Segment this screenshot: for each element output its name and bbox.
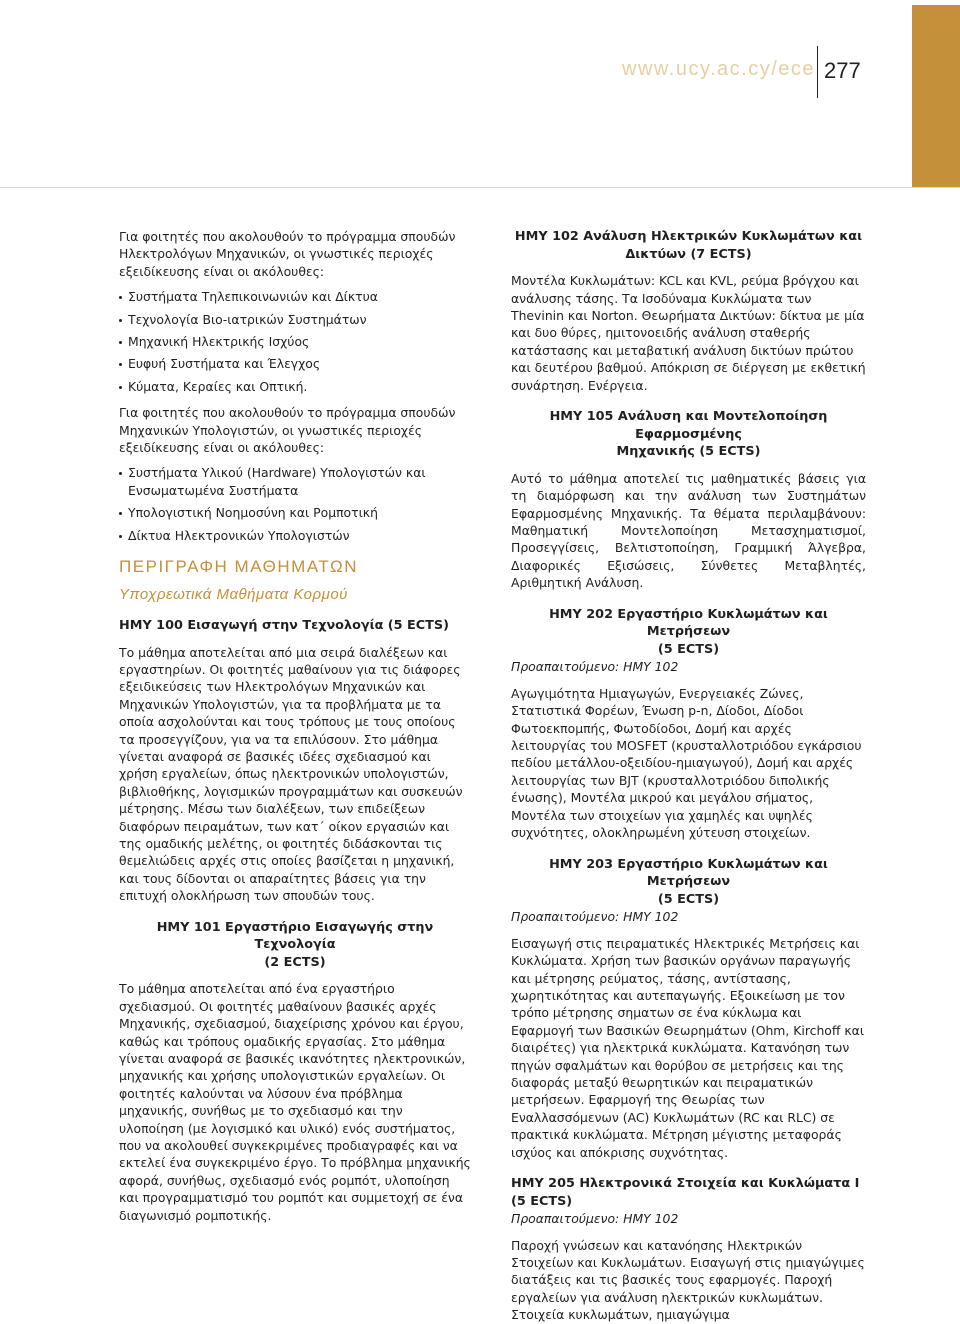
- left-column: [119, 228, 471, 1224]
- list-item: Κύματα, Κεραίες και Οπτική.: [119, 378, 471, 395]
- ce-specializations-list: [119, 464, 471, 544]
- prerequisite-hmy202: Προαπαιτούμενο: ΗΜΥ 102: [511, 659, 679, 675]
- course-title-hmy101: [119, 919, 471, 972]
- title-line: ΗΜΥ 101 Εργαστήριο Εισαγωγής στην Τεχνολογία: [156, 919, 434, 953]
- prerequisite-hmy205: Προαπαιτούμενο: ΗΜΥ 102: [511, 1211, 679, 1227]
- page-header: [0, 0, 960, 188]
- ee-specializations-list: [119, 288, 471, 395]
- course-body-hmy105: Αυτό το μάθημα αποτελεί τις μαθηματικές βάσεις για τη διαμόρφωση και την ανάλυση των Συστημάτων Εφαρμοσμένης Μηχανικής. Τα θέματα περιλαμβάνουν: Μαθηματική Μοντελοποίηση Μετασχηματισμοί, Προσεγγίσεις, Βελτιστοποίηση, Γραμμική Άλγεβρα, Διαφορικές Εξισώσεις, Σύνθετες Μεταβλητές, Αριθμητική Ανάλυση.: [511, 470, 866, 591]
- section-title: ΠΕΡΙΓΡΑΦΗ ΜΑΘΗΜΑΤΩΝ: [119, 557, 358, 577]
- header-rule: [0, 187, 960, 188]
- intro-ce: Για φοιτητές που ακολουθούν το πρόγραμμα σπουδών Μηχανικών Υπολογιστών, οι γνωστικές περιοχές εξειδίκευσης είναι οι ακόλουθες:: [119, 405, 456, 456]
- chapter-tab: [912, 5, 960, 188]
- intro-ee: Για φοιτητές που ακολουθούν το πρόγραμμα σπουδών Ηλεκτρολόγων Μηχανικών, οι γνωστικές περιοχές εξειδίκευσης είναι οι ακόλουθες:: [119, 229, 456, 279]
- page-number: 277: [824, 58, 861, 83]
- section-subtitle: Υποχρεωτικά Μαθήματα Κορμού: [119, 585, 348, 603]
- course-body-hmy202: Αγωγιμότητα Ημιαγωγών, Ενεργειακές Ζώνες, Στατιστικά Φορέων, Ένωση p-n, Δίοδοι, Δίοδοι Φωτοεκπομπής, Φωτοδίοδοι, Δομή και αρχές λειτουργίας του MOSFET (κρυσταλλοτριόδου εγκάρσιου πεδίου μετάλλου-οξειδίου-ημιαγωγού), Δομή και αρχές λειτουργίας των BJT (κρυσταλλοτριόδου διπολικής ένωσης), Μοντέλα μικρού και μεγάλου σήματος, Μοντέλα των στοιχείων για χαμηλές και υψηλές συχνότητες, ολοκληρωμένη χύτευση στοιχείων.: [511, 685, 862, 841]
- list-item: Μηχανική Ηλεκτρικής Ισχύος: [119, 333, 471, 350]
- list-item: Υπολογιστική Νοημοσύνη και Ρομποτική: [119, 504, 471, 521]
- course-title-hmy203: [511, 856, 866, 909]
- title-line: Μηχανικής (5 ECTS): [616, 444, 761, 460]
- title-line: ΗΜΥ 203 Εργαστήριο Κυκλωμάτων και Μετρήσεων: [549, 856, 828, 890]
- course-body-hmy100: Το μάθημα αποτελείται από μια σειρά διαλέξεων και εργαστηρίων. Οι φοιτητές μαθαίνουν για τις διάφορες εξειδικεύσεις των Ηλεκτρολόγων Μηχανικών και Μηχανικών Υπολογιστών, για τα προβλήματα με τα οποία ασχολούνται και τους τρόπους με τους οποίους τα προσεγγίζουν, για να τα επιλύσουν. Στο μάθημα γίνεται αναφορά σε βασικές ιδέες σχεδιασμού και χρήση εργαλείων, όπως ηλεκτρονικών υπολογιστών, βιβλιοθήκης, λογισμικών προγραμμάτων και συσκευών μέτρησης. Μέσω των διαλέξεων, των επιδείξεων διαφόρων πειραμάτων, των κατ΄ οίκον εργασιών και της ομαδικής μελέτης, οι φοιτητές διδάσκονται τις θεμελιώδεις αρχές στις οποίες βασίζεται η μηχανική, και τους δίδονται οι απαραίτητες βάσεις για την επιτυχή ολοκλήρωση των σπουδών τους.: [119, 644, 463, 904]
- list-item: Δίκτυα Ηλεκτρονικών Υπολογιστών: [119, 527, 471, 544]
- title-line: ΗΜΥ 202 Εργαστήριο Κυκλωμάτων και Μετρήσεων: [549, 606, 828, 640]
- title-line: (5 ECTS): [657, 641, 720, 657]
- right-column: [511, 228, 866, 1324]
- course-title-hmy202: [511, 606, 866, 659]
- website-url[interactable]: www.ucy.ac.cy/ece: [622, 58, 815, 80]
- course-body-hmy101: Το μάθημα αποτελείται από ένα εργαστήριο σχεδιασμού. Οι φοιτητές μαθαίνουν βασικές αρχές Μηχανικής, σχεδιασμού, διαχείρισης χρόνου και έργου, καθώς και τρόπους ομαδικής εργασίας. Στο μάθημα γίνεται αναφορά σε βασικές ικανότητες ηλεκτρονικών, μηχανικής και χρήσης υπολογιστικών εργαλείων. Οι φοιτητές καλούνται να λύσουν ένα πρόβλημα μηχανικής, συνήθως με το σχεδιασμό και την υλοποίηση (με λογισμικό και υλικό) ενός συστήματος, που να ακολουθεί συγκεκριμένες προδιαγραφές και να εκτελεί ένα συγκεκριμένο έργο. Το πρόβλημα μηχανικής αφορά, συνήθως, σχεδιασμό ενός ρομπότ, υλοποίηση και προγραμματισμό του ρομπότ και συμμετοχή σε ένα διαγωνισμό ρομποτικής.: [119, 981, 471, 1223]
- title-line: ΗΜΥ 105 Ανάλυση και Μοντελοποίηση Εφαρμοσμένης: [549, 409, 828, 442]
- list-item: Τεχνολογία Βιο-ιατρικών Συστημάτων: [119, 311, 471, 328]
- title-line: (2 ECTS): [264, 954, 326, 970]
- course-body-hmy203: Εισαγωγή στις πειραματικές Ηλεκτρικές Μετρήσεις και Κυκλώματα. Χρήση των βασικών οργάνων παραγωγής και μέτρησης ρεύματος, τάσης, αντίστασης, χωρητικότητας και αυτεπαγωγής. Εξοικείωση με τον τρόπο μέτρησης σηματων σε ένα κύκλωμα και Εφαρμογή των Βασικών Θεωρημάτων (Ohm, Kirchoff και διαιρέτες) για ηλεκτρικά κυκλώματα. Κατανόηση των πηγών σφαλμάτων και θορύβου σε μετρήσεις και της διαφοράς μεταξύ θεωρητικών και πειραματικών μετρήσεων. Εφαρμογή της Θεωρίας των Εναλλασσόμενων (AC) Κυκλωμάτων (RC και RLC) σε πρακτικά κυκλώματα. Μέτρηση μέγιστης μεταφοράς ισχύος και απόκρισης συχνότητας.: [511, 935, 865, 1160]
- title-line: (5 ECTS): [657, 891, 720, 907]
- list-item: Συστήματα Τηλεπικοινωνιών και Δίκτυα: [119, 288, 471, 305]
- header-divider: [817, 46, 818, 98]
- course-title-hmy100: ΗΜΥ 100 Εισαγωγή στην Τεχνολογία (5 ECTS): [119, 617, 449, 633]
- list-item: Ευφυή Συστήματα και Έλεγχος: [119, 355, 471, 372]
- prerequisite-hmy203: Προαπαιτούμενο: ΗΜΥ 102: [511, 909, 679, 925]
- course-body-hmy205: Παροχή γνώσεων και κατανόησης Ηλεκτρικών Στοιχείων και Κυκλωμάτων. Εισαγωγή στις ημιαγώγιμες διατάξεις και τις βασικές τους εφαρμογές. Παροχή εργαλείων για ανάλυση ηλεκτρικών κυκλωμάτων. Στοιχεία κυκλωμάτων, ημιαγώγιμα: [511, 1237, 865, 1323]
- course-title-hmy102: [511, 228, 866, 263]
- title-line: ΗΜΥ 102 Ανάλυση Ηλεκτρικών Κυκλωμάτων και: [514, 229, 863, 244]
- course-title-hmy205: ΗΜΥ 205 Ηλεκτρονικά Στοιχεία και Κυκλώματα Ι (5 ECTS): [511, 1175, 860, 1209]
- list-item: Συστήματα Υλικού (Hardware) Υπολογιστών και Ενσωματωμένα Συστήματα: [119, 464, 471, 499]
- course-body-hmy102: Μοντέλα Κυκλωμάτων: KCL και KVL, ρεύμα βρόγχου και ανάλυσης τάσης. Τα Ισοδύναμα Κυκλώματα των Thevinin και Norton. Θεωρήματα Δικτύων: δίκτυα με μία και δυο θύρες, ημιτονοειδής ανάλυση σταθερής κατάστασης και μεταβατική ανάλυση δικτύων πρώτου και δευτέρου βαθμού. Απόκριση σε διέργεση με εκθετική συνάρτηση. Ενέργεια.: [511, 273, 866, 393]
- course-title-hmy105: [511, 408, 866, 461]
- title-line: Δικτύων (7 ECTS): [625, 246, 752, 262]
